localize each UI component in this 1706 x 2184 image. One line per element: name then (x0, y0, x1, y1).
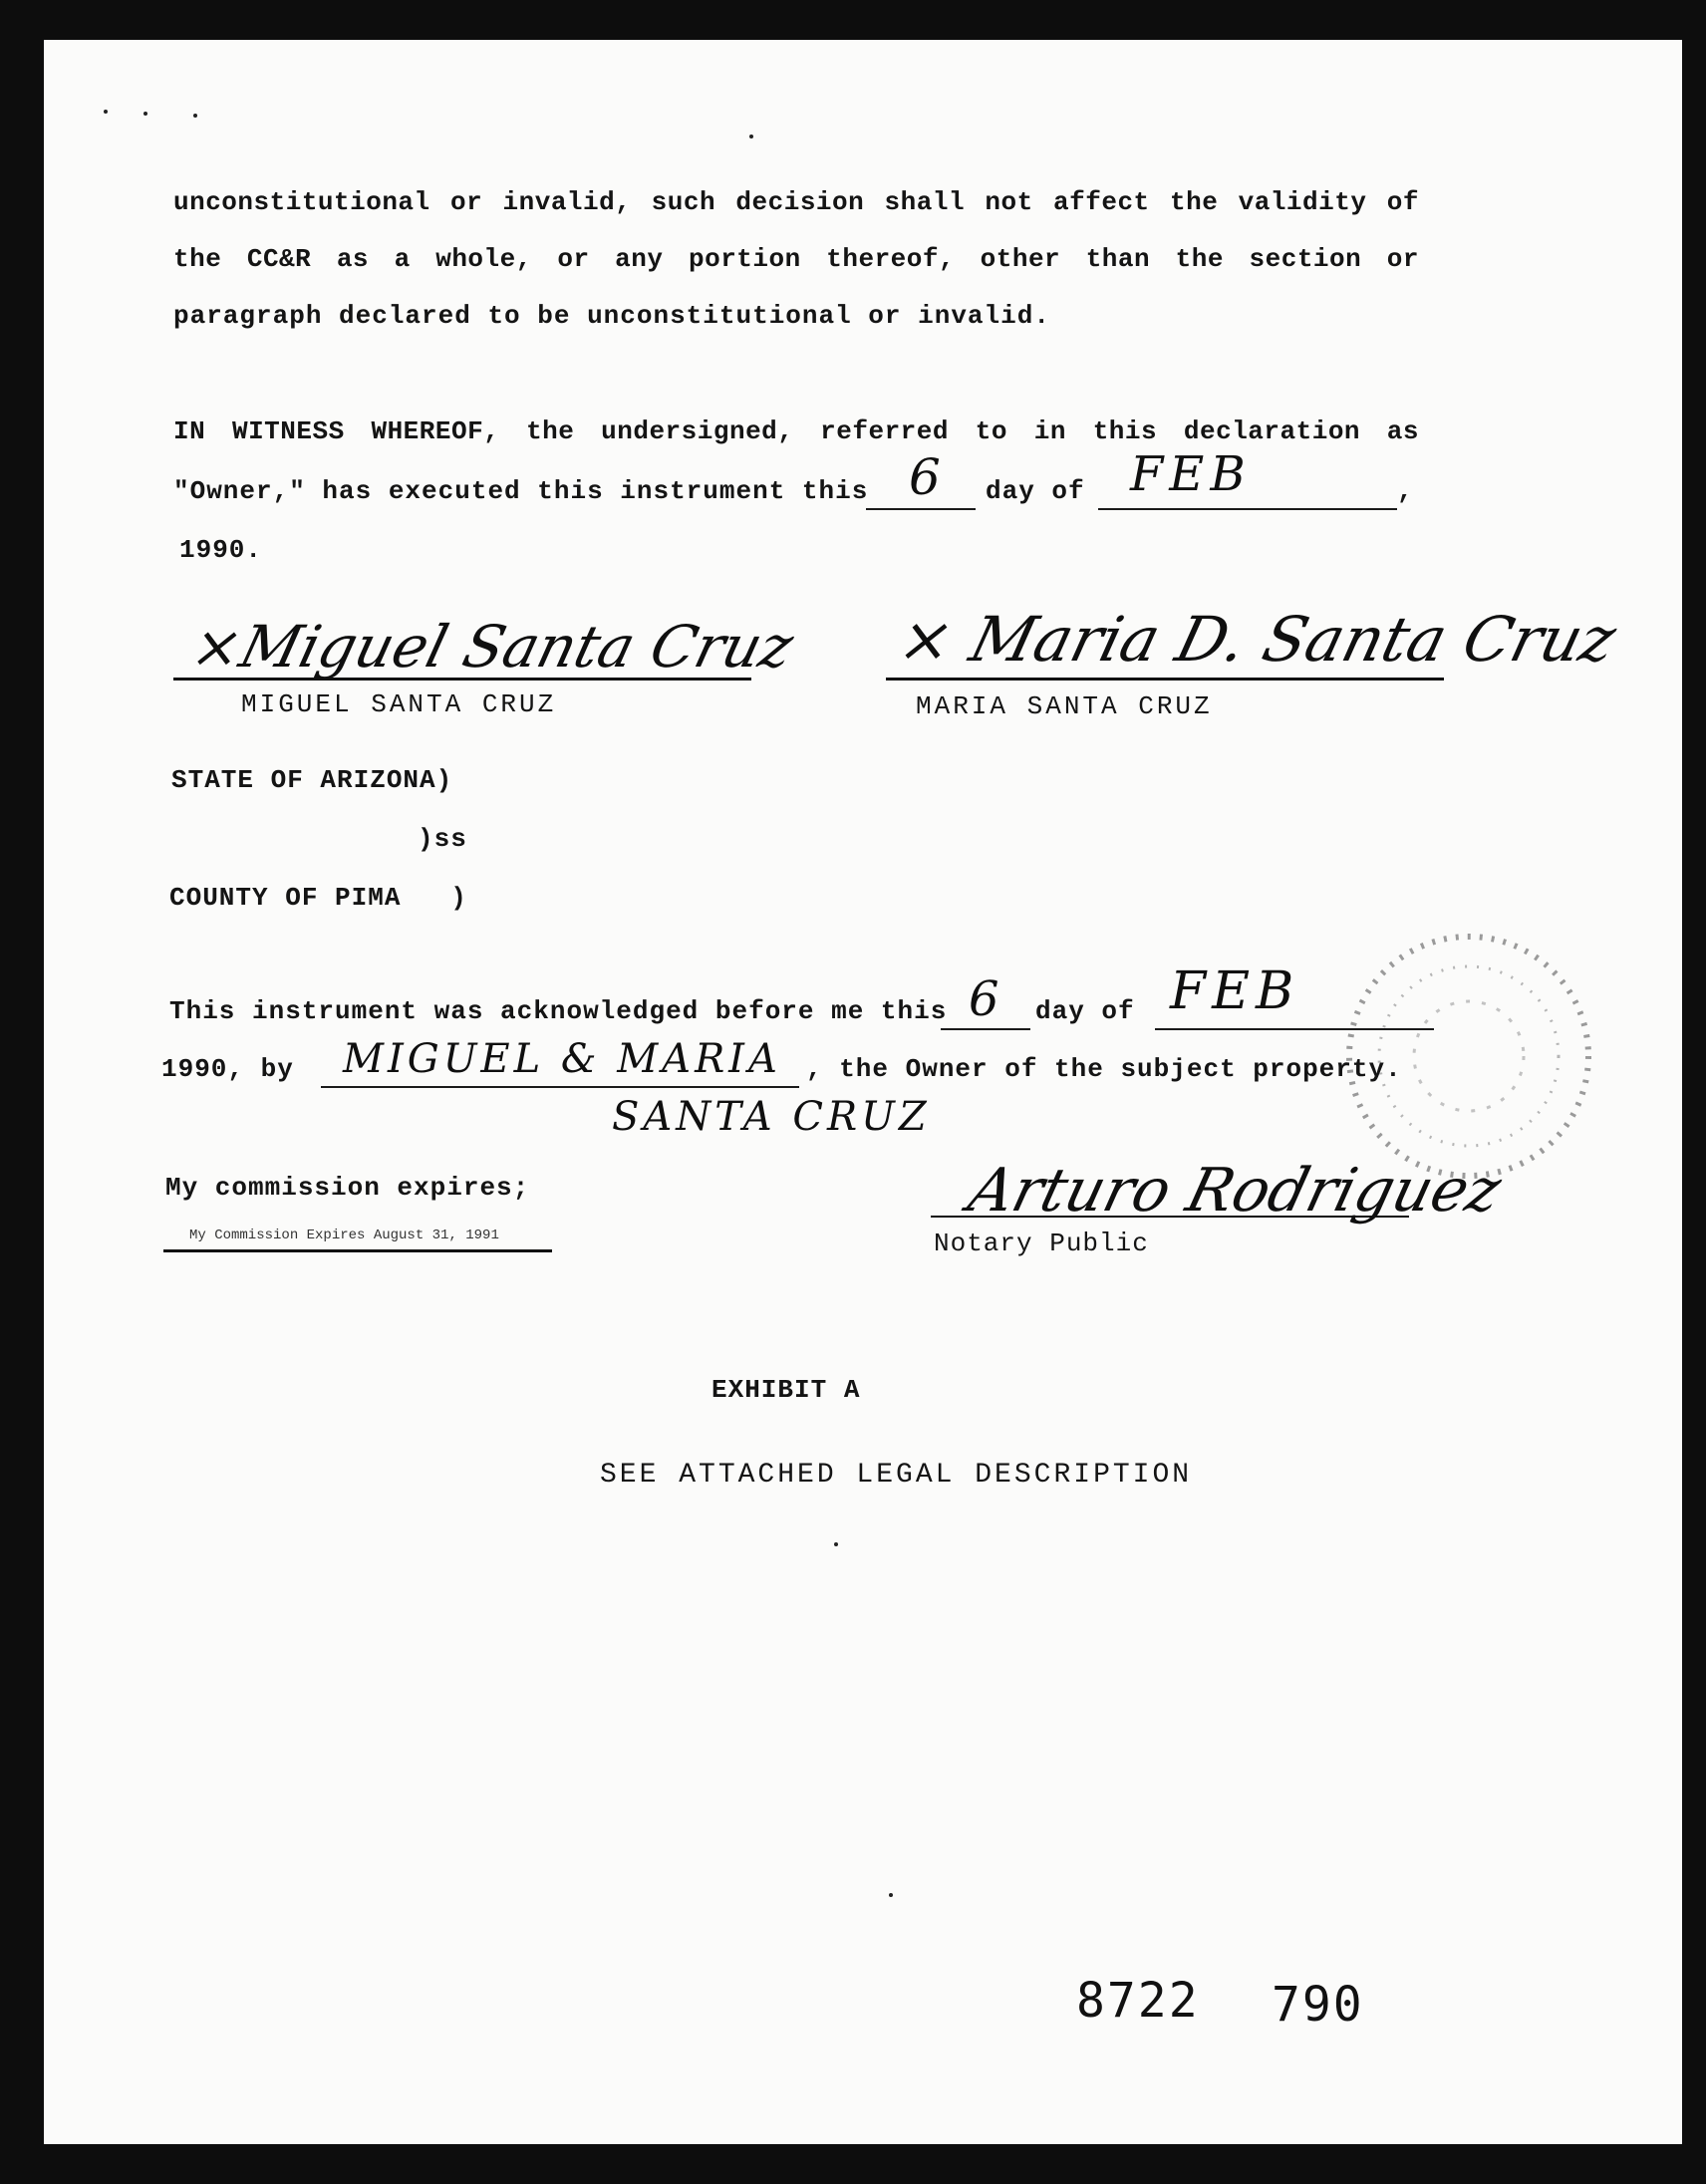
ack-day-of-label: day of (1035, 996, 1135, 1026)
handwritten-ack-surname: SANTA CRUZ (612, 1094, 931, 1140)
comma: , (1397, 476, 1414, 506)
scan-speck (834, 1542, 838, 1546)
witness-line: "Owner," has executed this instrument this (173, 476, 869, 506)
recording-book-number: 8722 (1076, 1973, 1200, 2029)
scan-speck (193, 114, 197, 118)
recording-page-number: 790 (1272, 1977, 1364, 2033)
exhibit-title: EXHIBIT A (711, 1375, 861, 1405)
handwritten-ack-month: FEB (1170, 961, 1300, 1021)
venue-county: COUNTY OF PIMA ) (169, 883, 467, 913)
ack-year-by: 1990, by (161, 1054, 294, 1084)
notary-signature-line (931, 1216, 1409, 1218)
ack-day-blank (941, 1028, 1030, 1030)
commission-label: My commission expires; (165, 1173, 530, 1203)
document-page (44, 40, 1682, 2144)
commission-expiry-stamp: My Commission Expires August 31, 1991 (189, 1228, 499, 1243)
paragraph-line: the CC&R as a whole, or any portion thereof, other than the section or (173, 244, 1419, 274)
handwritten-ack-day: 6 (969, 971, 999, 1027)
notary-public-label: Notary Public (934, 1228, 1149, 1258)
paragraph-line: paragraph declared to be unconstitutional or invalid. (173, 301, 1050, 331)
scan-speck (749, 135, 753, 138)
exhibit-subtitle: SEE ATTACHED LEGAL DESCRIPTION (600, 1460, 1193, 1491)
witness-line: IN WITNESS WHEREOF, the undersigned, referred to in this declaration as (173, 416, 1419, 446)
notary-signature: Arturo Rodriguez (962, 1156, 1509, 1226)
ack-month-blank (1155, 1028, 1434, 1030)
signature-line-right (886, 678, 1444, 681)
venue-state: STATE OF ARIZONA) (171, 765, 453, 795)
witness-year: 1990. (179, 535, 263, 565)
paragraph-line: unconstitutional or invalid, such decision shall not affect the validity of (173, 187, 1419, 217)
ack-by-blank (321, 1086, 799, 1088)
commission-line (163, 1249, 552, 1252)
scan-speck (143, 112, 147, 116)
day-blank (866, 508, 976, 510)
handwritten-ack-names: MIGUEL & MARIA (343, 1036, 781, 1082)
month-blank (1098, 508, 1397, 510)
venue-ss: )ss (418, 824, 467, 854)
ack-owner-text: , the Owner of the subject property. (806, 1054, 1402, 1084)
acknowledgment-line: This instrument was acknowledged before me this (169, 996, 948, 1026)
scan-speck (104, 110, 108, 114)
scan-speck (889, 1893, 893, 1897)
printed-name-left: MIGUEL SANTA CRUZ (241, 689, 557, 719)
handwritten-month: FEB (1130, 446, 1252, 502)
signature-line-left (173, 678, 751, 681)
handwritten-day: 6 (909, 448, 941, 506)
day-of-label: day of (986, 476, 1085, 506)
signature-maria: × Maria D. Santa Cruz (891, 603, 1623, 676)
signature-miguel: ×Miguel Santa Cruz (184, 613, 800, 681)
printed-name-right: MARIA SANTA CRUZ (916, 691, 1213, 721)
